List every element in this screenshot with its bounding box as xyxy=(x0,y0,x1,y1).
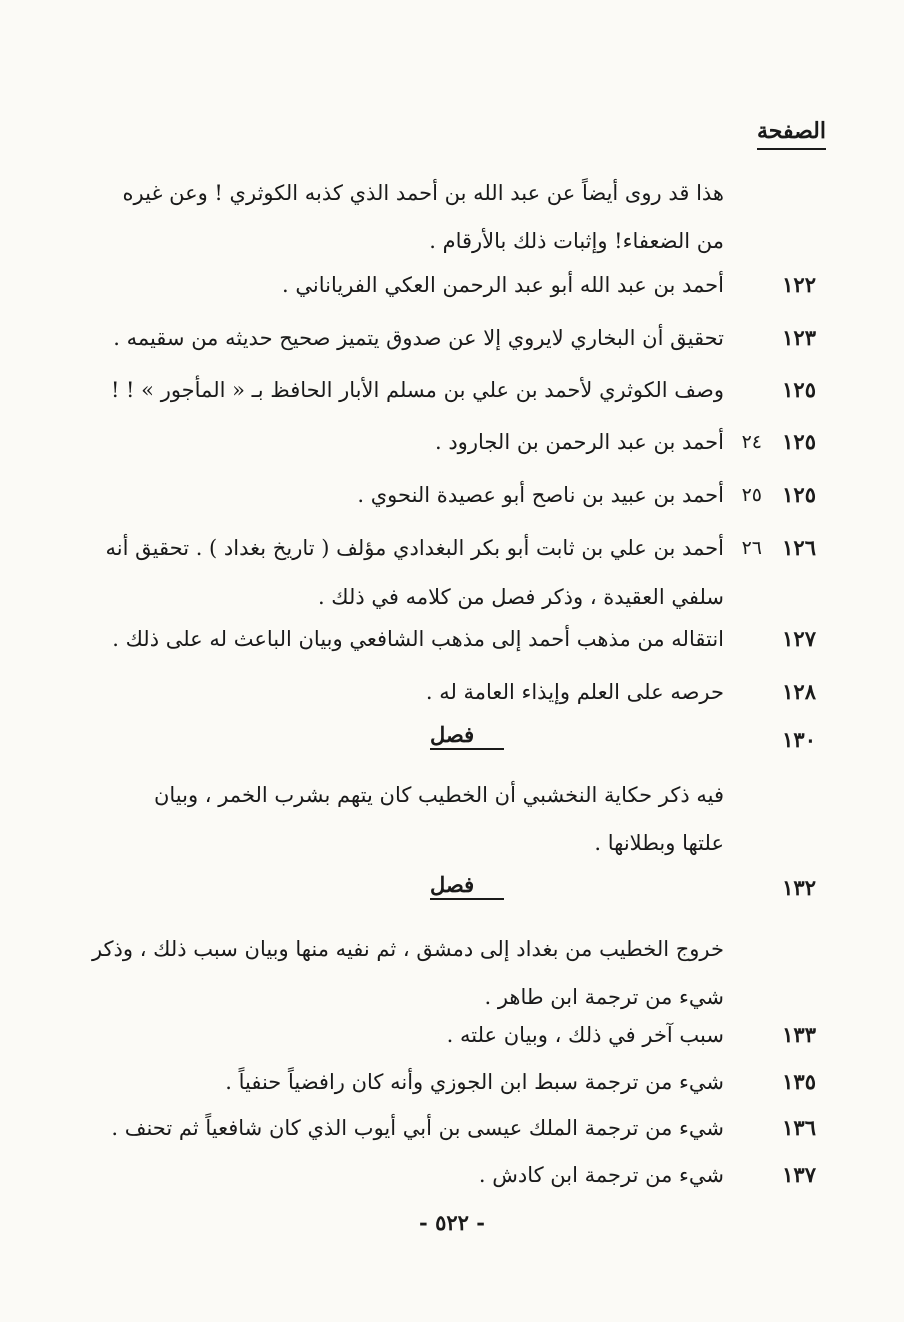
entry-text: حرصه على العلم وإيذاء العامة له . xyxy=(425,680,724,704)
entry-page-number: ١٣٠ xyxy=(782,727,816,752)
entry-page-number: ١٢٥ xyxy=(782,377,816,402)
entry-text: تحقيق أن البخاري لايروي إلا عن صدوق يتميز صحيح حديثه من سقيمه . xyxy=(113,326,724,350)
entry-text-line-2: شيء من ترجمة ابن طاهر . xyxy=(484,985,724,1009)
entry-text-line-1: أحمد بن علي بن ثابت أبو بكر البغدادي مؤلف ( تاريخ بغداد ) . تحقيق أنه xyxy=(105,536,724,560)
entry-page-number: ١٣٣ xyxy=(782,1022,816,1047)
entry-text-line-1: خروج الخطيب من بغداد إلى دمشق ، ثم نفيه منها وبيان سبب ذلك ، وذكر xyxy=(91,937,724,961)
entry-page-number: ١٢٥ xyxy=(782,482,816,507)
intro-line-2: من الضعفاء! وإثبات ذلك بالأرقام . xyxy=(429,229,724,253)
entry-page-number: ١٣٢ xyxy=(782,875,816,900)
entry-page-number: ١٢٦ xyxy=(782,535,816,560)
entry-text: شيء من ترجمة سبط ابن الجوزي وأنه كان رافضياً حنفياً . xyxy=(225,1070,724,1094)
entry-text: أحمد بن عبيد بن ناصح أبو عصيدة النحوي . xyxy=(357,483,724,507)
section-heading-underline xyxy=(430,898,504,900)
entry-text: سبب آخر في ذلك ، وبيان علته . xyxy=(446,1023,724,1047)
entry-page-number: ١٢٥ xyxy=(782,429,816,454)
entry-page-number: ١٢٣ xyxy=(782,325,816,350)
section-heading: فصل xyxy=(430,872,475,897)
entry-sequence-number: ٢٦ xyxy=(741,537,762,559)
entry-text: وصف الكوثري لأحمد بن علي بن مسلم الأبار الحافظ بـ « المأجور » ! ! xyxy=(110,378,724,402)
entry-text: شيء من ترجمة الملك عيسى بن أبي أيوب الذي كان شافعياً ثم تحنف . xyxy=(111,1116,724,1140)
entry-page-number: ١٢٧ xyxy=(782,626,816,651)
entry-sequence-number: ٢٥ xyxy=(741,484,762,506)
entry-text: أحمد بن عبد الله أبو عبد الرحمن العكي الفرياناني . xyxy=(282,273,724,297)
page-column-header: الصفحة xyxy=(757,118,826,150)
entry-page-number: ١٢٨ xyxy=(782,679,816,704)
entry-page-number: ١٣٦ xyxy=(782,1115,816,1140)
intro-line-1: هذا قد روى أيضاً عن عبد الله بن أحمد الذي كذبه الكوثري ! وعن غيره xyxy=(122,181,724,205)
entry-text: انتقاله من مذهب أحمد إلى مذهب الشافعي وبيان الباعث له على ذلك . xyxy=(112,627,724,651)
entry-text-line-2: سلفي العقيدة ، وذكر فصل من كلامه في ذلك . xyxy=(317,585,724,609)
entry-sequence-number: ٢٤ xyxy=(741,431,762,453)
entry-text-line-1: فيه ذكر حكاية النخشبي أن الخطيب كان يتهم بشرب الخمر ، وبيان xyxy=(153,783,724,807)
entry-page-number: ١٣٧ xyxy=(782,1162,816,1187)
page-footer-number: - ٥٢٢ - xyxy=(419,1210,485,1235)
entry-text: شيء من ترجمة ابن كادش . xyxy=(478,1163,724,1187)
section-heading: فصل xyxy=(430,722,475,747)
entry-page-number: ١٣٥ xyxy=(782,1069,816,1094)
entry-text: أحمد بن عبد الرحمن بن الجارود . xyxy=(434,430,724,454)
entry-page-number: ١٢٢ xyxy=(782,272,816,297)
entry-text-line-2: علتها وبطلانها . xyxy=(594,831,724,855)
section-heading-underline xyxy=(430,748,504,750)
